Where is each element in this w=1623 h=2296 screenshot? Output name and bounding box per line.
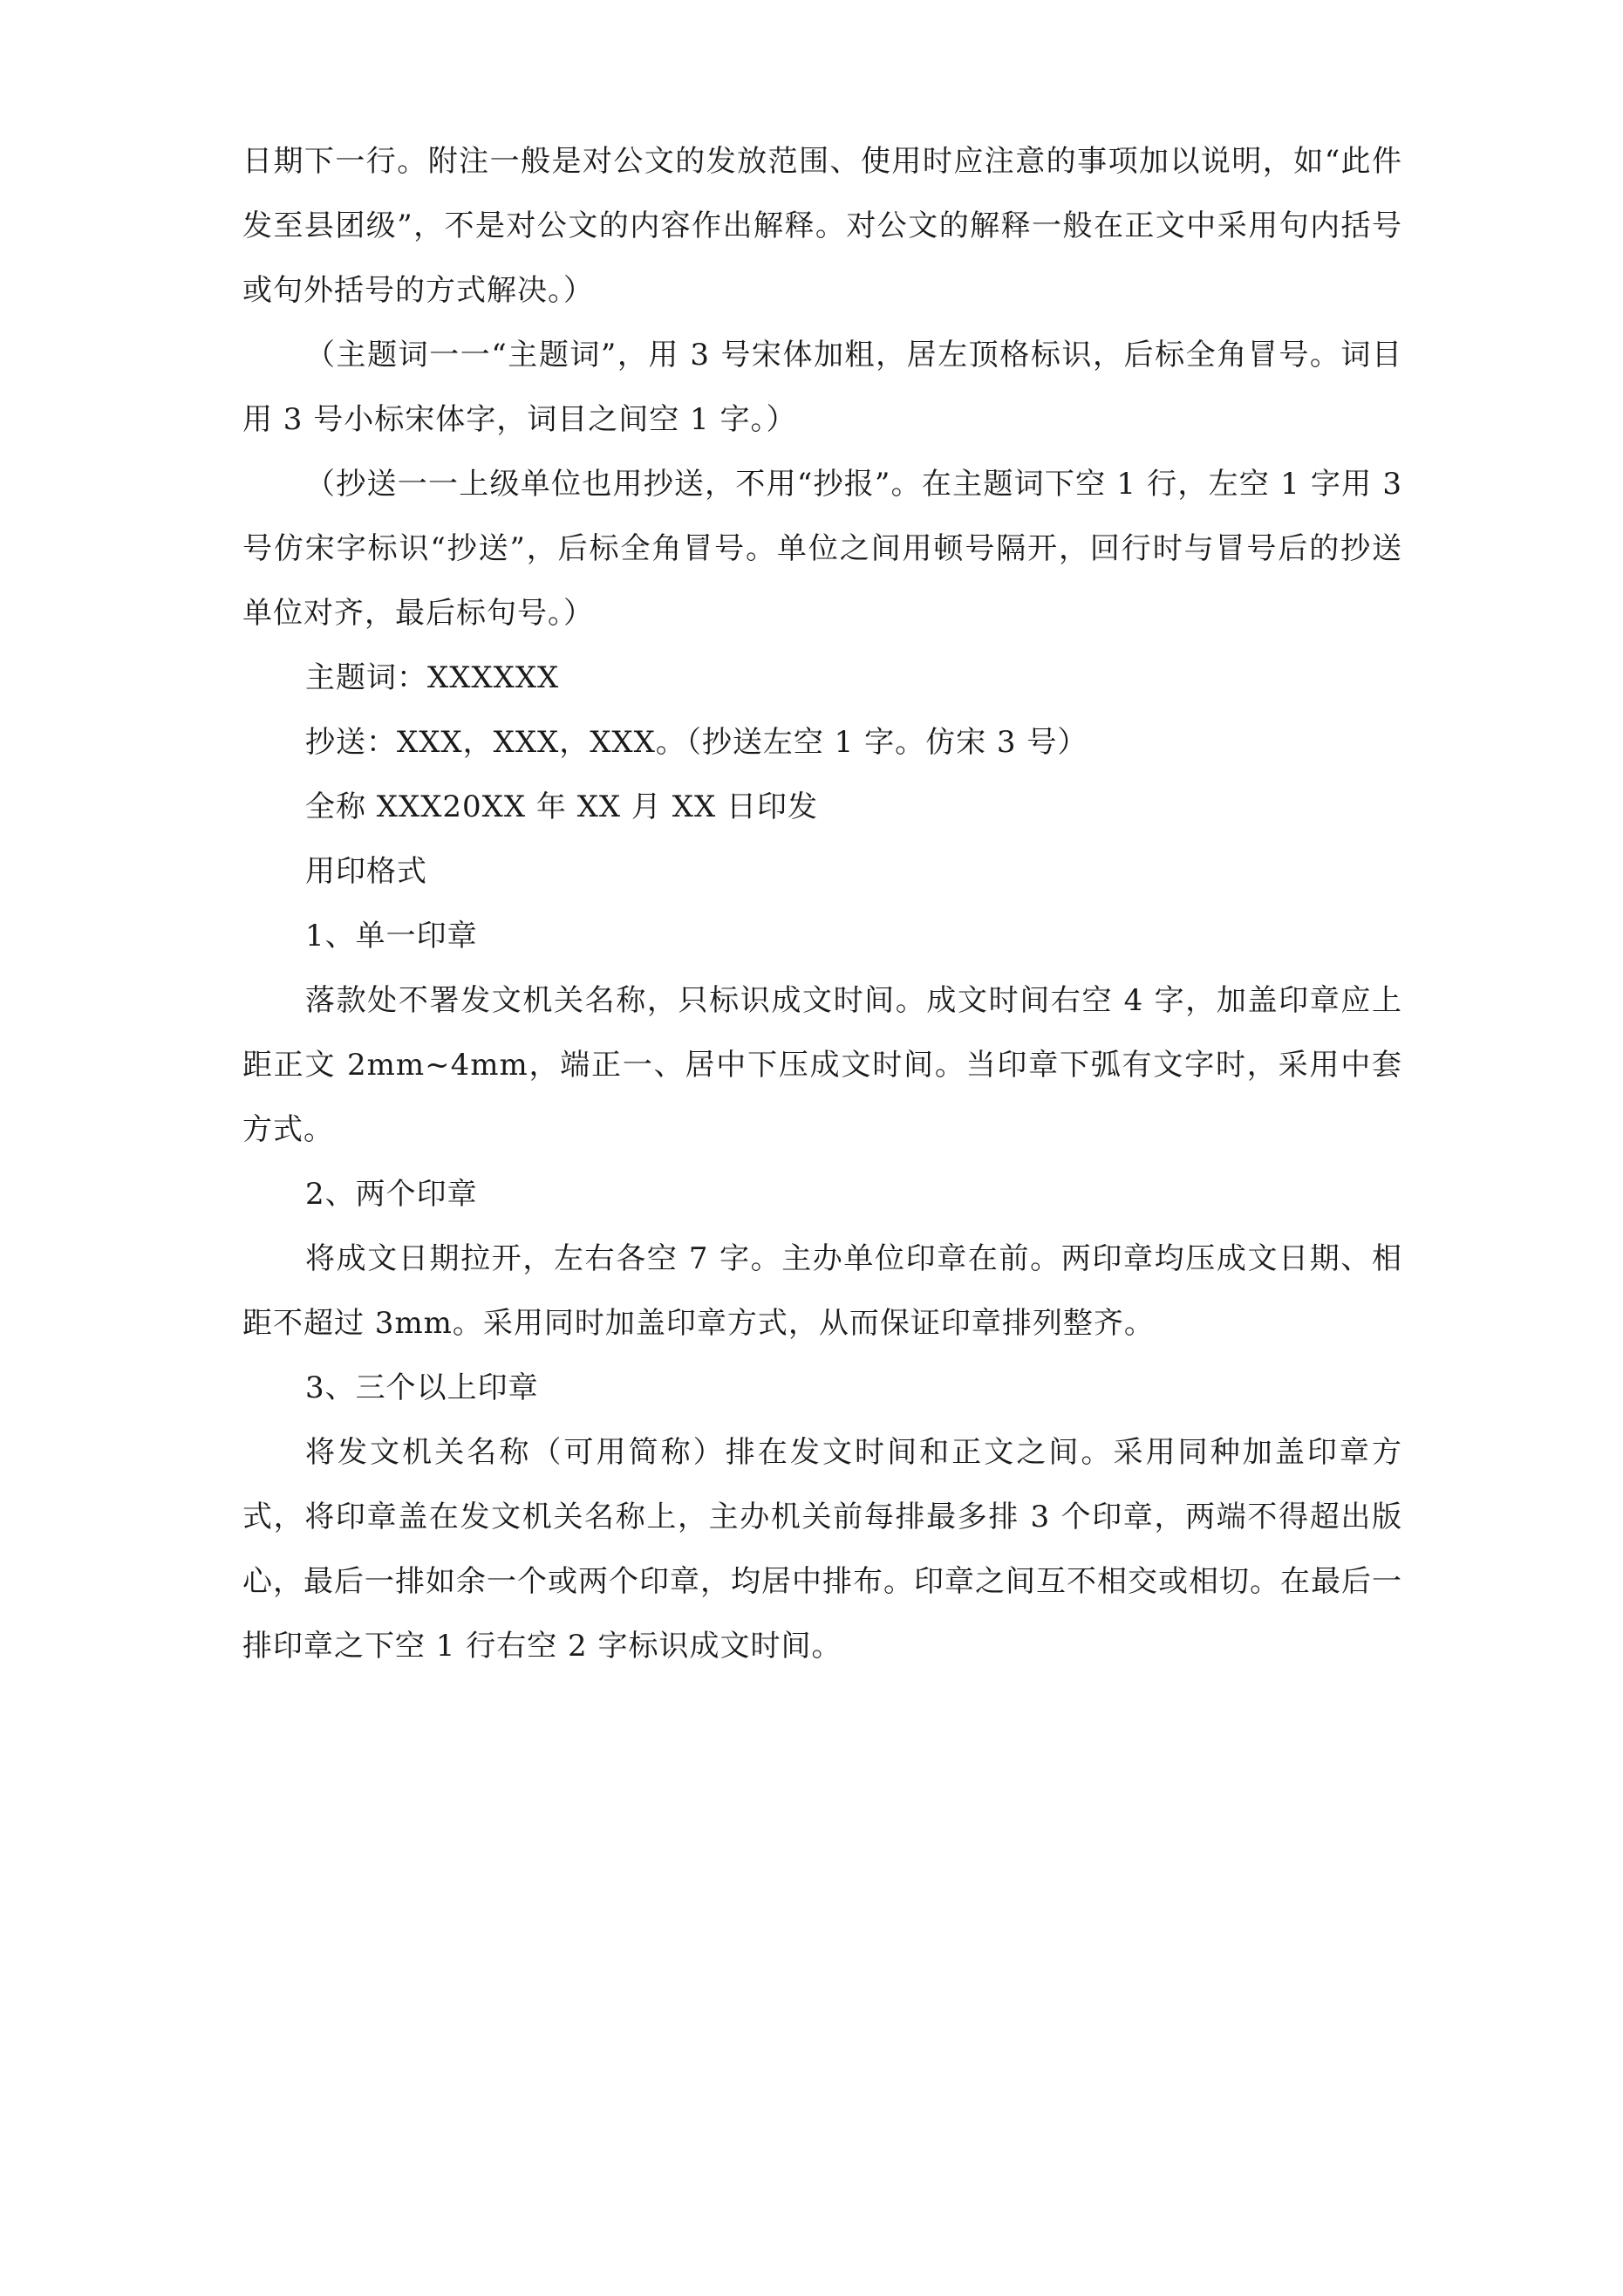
document-body (242, 129, 1402, 1678)
paragraph-cc: 抄送：XXX，XXX，XXX。（抄送左空 1 字。仿宋 3 号） (305, 725, 1088, 760)
heading-three-seals: 3、三个以上印章 (305, 1370, 539, 1405)
paragraph-attachment-note: 日期下一行。附注一般是对公文的发放范围、使用时应注意的事项加以说明，如“此件发至县团级”，不是对公文的内容作出解释。对公文的解释一般在正文中采用句内括号或句外括号的方式解决。） (242, 144, 1402, 308)
heading-single-seal: 1、单一印章 (305, 919, 478, 953)
paragraph-two-seals: 将成文日期拉开，左右各空 7 字。主办单位印章在前。两印章均压成文日期、相距不超过 3mm。采用同时加盖印章方式，从而保证印章排列整齐。 (242, 1241, 1402, 1341)
paragraph-keywords: 主题词：XXXXXX (305, 660, 560, 695)
heading-two-seals: 2、两个印章 (305, 1177, 478, 1212)
paragraph-single-seal: 落款处不署发文机关名称，只标识成文时间。成文时间右空 4 字，加盖印章应上距正文 2mm~4mm，端正一、居中下压成文时间。当印章下弧有文字时，采用中套方式。 (242, 983, 1402, 1147)
paragraph-keywords-rule: （主题词一一“主题词”，用 3 号宋体加粗，居左顶格标识，后标全角冒号。词目用 3 号小标宋体字，词目之间空 1 字。） (242, 338, 1402, 437)
paragraph-cc-rule: （抄送一一上级单位也用抄送，不用“抄报”。在主题词下空 1 行，左空 1 字用 3 号仿宋字标识“抄送”，后标全角冒号。单位之间用顿号隔开，回行时与冒号后的抄送单位对齐，最后标句号。） (242, 467, 1402, 631)
heading-seal-format: 用印格式 (305, 854, 427, 889)
paragraph-three-seals: 将发文机关名称（可用简称）排在发文时间和正文之间。采用同种加盖印章方式，将印章盖在发文机关名称上，主办机关前每排最多排 3 个印章，两端不得超出版心，最后一排如余一个或两个印章，均居中排布。印章之间互不相交或相切。在最后一排印章之下空 1 行右空 2 字标识成文时间。 (242, 1435, 1402, 1664)
paragraph-issue-date: 全称 XXX20XX 年 XX 月 XX 日印发 (305, 789, 818, 824)
